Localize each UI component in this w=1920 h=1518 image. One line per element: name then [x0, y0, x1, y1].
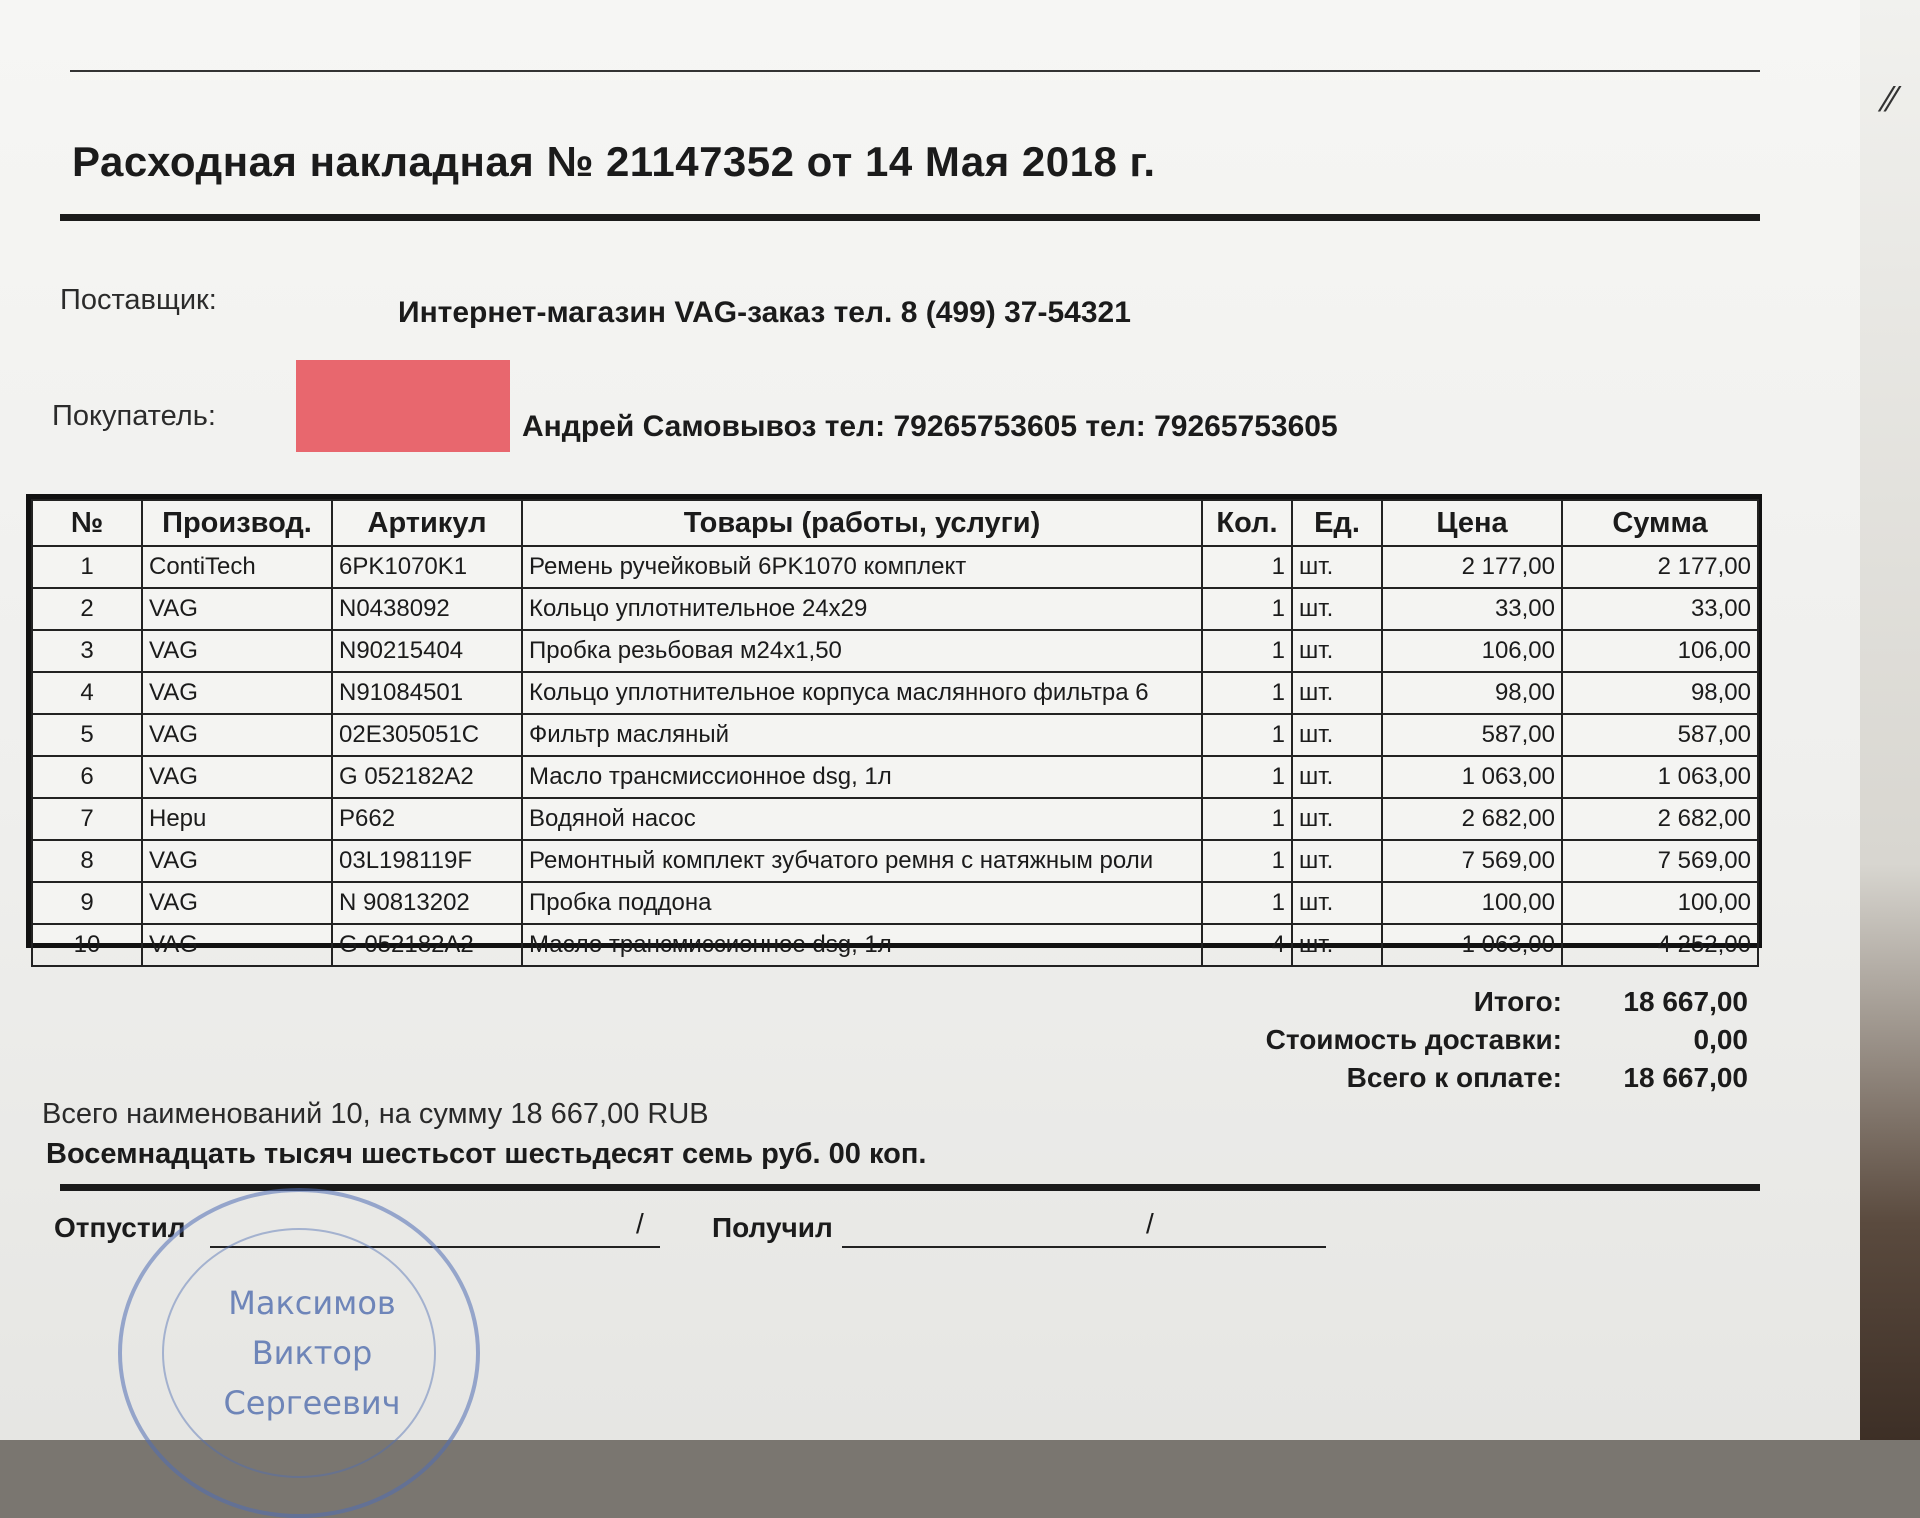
- cell-number: 2: [32, 588, 142, 630]
- stamp-line-3: Сергеевич: [223, 1384, 401, 1422]
- cell-sum: 2 682,00: [1562, 798, 1758, 840]
- cell-article: N90215404: [332, 630, 522, 672]
- cell-price: 2 682,00: [1382, 798, 1562, 840]
- col-header-article: Артикул: [332, 500, 522, 546]
- col-header-sum: Сумма: [1562, 500, 1758, 546]
- buyer-label: Покупатель:: [52, 400, 216, 432]
- cell-sum: 1 063,00: [1562, 756, 1758, 798]
- cell-qty: 1: [1202, 756, 1292, 798]
- cell-price: 587,00: [1382, 714, 1562, 756]
- cell-article: 6PK1070K1: [332, 546, 522, 588]
- supplier-label: Поставщик:: [60, 284, 217, 316]
- cell-article: N 90813202: [332, 882, 522, 924]
- cell-qty: 1: [1202, 798, 1292, 840]
- cell-goods: Ремонтный комплект зубчатого ремня с натяжным роли: [522, 840, 1202, 882]
- received-label: Получил: [712, 1212, 833, 1243]
- cell-unit: шт.: [1292, 882, 1382, 924]
- cell-goods: Водяной насос: [522, 798, 1202, 840]
- cell-goods: Фильтр масляный: [522, 714, 1202, 756]
- table-row: [32, 546, 1758, 588]
- cell-qty: 1: [1202, 840, 1292, 882]
- cell-number: 1: [32, 546, 142, 588]
- delivery-label: Стоимость доставки:: [1265, 1024, 1562, 1055]
- grand-total-label: Всего к оплате:: [1346, 1062, 1562, 1093]
- cell-number: 8: [32, 840, 142, 882]
- cell-article: N0438092: [332, 588, 522, 630]
- col-header-manufacturer: Производ.: [142, 500, 332, 546]
- grand-total-value: 18 667,00: [1623, 1062, 1748, 1093]
- cell-article: 03L198119F: [332, 840, 522, 882]
- cell-sum: 4 252,00: [1562, 924, 1758, 966]
- cell-qty: 1: [1202, 672, 1292, 714]
- delivery-value: 0,00: [1693, 1024, 1748, 1055]
- cell-unit: шт.: [1292, 714, 1382, 756]
- cell-number: 5: [32, 714, 142, 756]
- table-row: [32, 882, 1758, 924]
- cell-number: 4: [32, 672, 142, 714]
- table-row: [32, 672, 1758, 714]
- table-row: [32, 756, 1758, 798]
- table-row: [32, 714, 1758, 756]
- cell-goods: Кольцо уплотнительное корпуса маслянного фильтра 6: [522, 672, 1202, 714]
- cell-article: N91084501: [332, 672, 522, 714]
- col-header-number: №: [32, 500, 142, 546]
- cell-manufacturer: VAG: [142, 924, 332, 966]
- cell-manufacturer: VAG: [142, 630, 332, 672]
- cell-goods: Пробка поддона: [522, 882, 1202, 924]
- cell-sum: 106,00: [1562, 630, 1758, 672]
- title-underline: [60, 214, 1760, 221]
- cell-article: 02E305051C: [332, 714, 522, 756]
- cell-qty: 1: [1202, 588, 1292, 630]
- summary-count-line: Всего наименований 10, на сумму 18 667,00 RUB: [42, 1098, 709, 1130]
- cell-manufacturer: VAG: [142, 672, 332, 714]
- cell-manufacturer: VAG: [142, 882, 332, 924]
- cell-manufacturer: VAG: [142, 588, 332, 630]
- cell-number: 10: [32, 924, 142, 966]
- cell-qty: 1: [1202, 546, 1292, 588]
- table-row: [32, 924, 1758, 966]
- received-signature-line: [842, 1246, 1326, 1248]
- table-row: [32, 588, 1758, 630]
- cell-price: 7 569,00: [1382, 840, 1562, 882]
- cell-unit: шт.: [1292, 630, 1382, 672]
- cell-article: G 052182A2: [332, 924, 522, 966]
- cell-sum: 7 569,00: [1562, 840, 1758, 882]
- table-header-row: [32, 500, 1758, 546]
- cell-unit: шт.: [1292, 672, 1382, 714]
- cell-number: 3: [32, 630, 142, 672]
- cell-unit: шт.: [1292, 924, 1382, 966]
- cell-price: 1 063,00: [1382, 924, 1562, 966]
- company-stamp: [118, 1188, 480, 1518]
- released-slash: /: [636, 1208, 644, 1239]
- cell-manufacturer: VAG: [142, 714, 332, 756]
- cell-price: 98,00: [1382, 672, 1562, 714]
- cell-goods: Масло трансмиссионное dsg, 1л: [522, 924, 1202, 966]
- cell-qty: 1: [1202, 630, 1292, 672]
- col-header-unit: Ед.: [1292, 500, 1382, 546]
- cell-article: P662: [332, 798, 522, 840]
- cell-goods: Ремень ручейковый 6PK1070 комплект: [522, 546, 1202, 588]
- cell-manufacturer: VAG: [142, 840, 332, 882]
- cell-unit: шт.: [1292, 588, 1382, 630]
- cell-goods: Масло трансмиссионное dsg, 1л: [522, 756, 1202, 798]
- stamp-line-2: Виктор: [251, 1334, 373, 1372]
- top-rule: [70, 70, 1760, 72]
- table-row: [32, 630, 1758, 672]
- col-header-qty: Кол.: [1202, 500, 1292, 546]
- cell-sum: 587,00: [1562, 714, 1758, 756]
- table-row: [32, 798, 1758, 840]
- cell-number: 9: [32, 882, 142, 924]
- cell-sum: 2 177,00: [1562, 546, 1758, 588]
- released-label: Отпустил: [54, 1212, 186, 1243]
- buyer-value: Андрей Самовывоз тел: 79265753605 тел: 79265753605: [522, 410, 1338, 443]
- items-table: [26, 494, 1762, 958]
- cell-unit: шт.: [1292, 756, 1382, 798]
- cell-sum: 33,00: [1562, 588, 1758, 630]
- cell-manufacturer: VAG: [142, 756, 332, 798]
- cell-price: 106,00: [1382, 630, 1562, 672]
- cell-number: 6: [32, 756, 142, 798]
- subtotal-label: Итого:: [1473, 986, 1562, 1017]
- cell-unit: шт.: [1292, 798, 1382, 840]
- cell-qty: 4: [1202, 924, 1292, 966]
- cell-sum: 98,00: [1562, 672, 1758, 714]
- cell-number: 7: [32, 798, 142, 840]
- margin-handwriting: ⁄⁄: [1884, 80, 1896, 120]
- page-edge: [1860, 0, 1920, 1440]
- cell-price: 33,00: [1382, 588, 1562, 630]
- col-header-goods: Товары (работы, услуги): [522, 500, 1202, 546]
- cell-sum: 100,00: [1562, 882, 1758, 924]
- cell-manufacturer: Hepu: [142, 798, 332, 840]
- supplier-value: Интернет-магазин VAG-заказ тел. 8 (499) 37-54321: [398, 296, 1131, 329]
- cell-goods: Кольцо уплотнительное 24x29: [522, 588, 1202, 630]
- document-title: Расходная накладная № 21147352 от 14 Мая 2018 г.: [72, 138, 1156, 185]
- table-row: [32, 840, 1758, 882]
- cell-price: 1 063,00: [1382, 756, 1562, 798]
- cell-qty: 1: [1202, 714, 1292, 756]
- cell-unit: шт.: [1292, 546, 1382, 588]
- redaction-block: [296, 360, 510, 452]
- cell-unit: шт.: [1292, 840, 1382, 882]
- cell-price: 100,00: [1382, 882, 1562, 924]
- cell-price: 2 177,00: [1382, 546, 1562, 588]
- cell-article: G 052182A2: [332, 756, 522, 798]
- stamp-line-1: Максимов: [228, 1284, 396, 1322]
- received-slash: /: [1146, 1208, 1154, 1239]
- cell-qty: 1: [1202, 882, 1292, 924]
- subtotal-value: 18 667,00: [1623, 986, 1748, 1017]
- summary-amount-words: Восемнадцать тысяч шестьсот шестьдесят семь руб. 00 коп.: [46, 1138, 927, 1170]
- cell-goods: Пробка резьбовая м24x1,50: [522, 630, 1202, 672]
- col-header-price: Цена: [1382, 500, 1562, 546]
- cell-manufacturer: ContiTech: [142, 546, 332, 588]
